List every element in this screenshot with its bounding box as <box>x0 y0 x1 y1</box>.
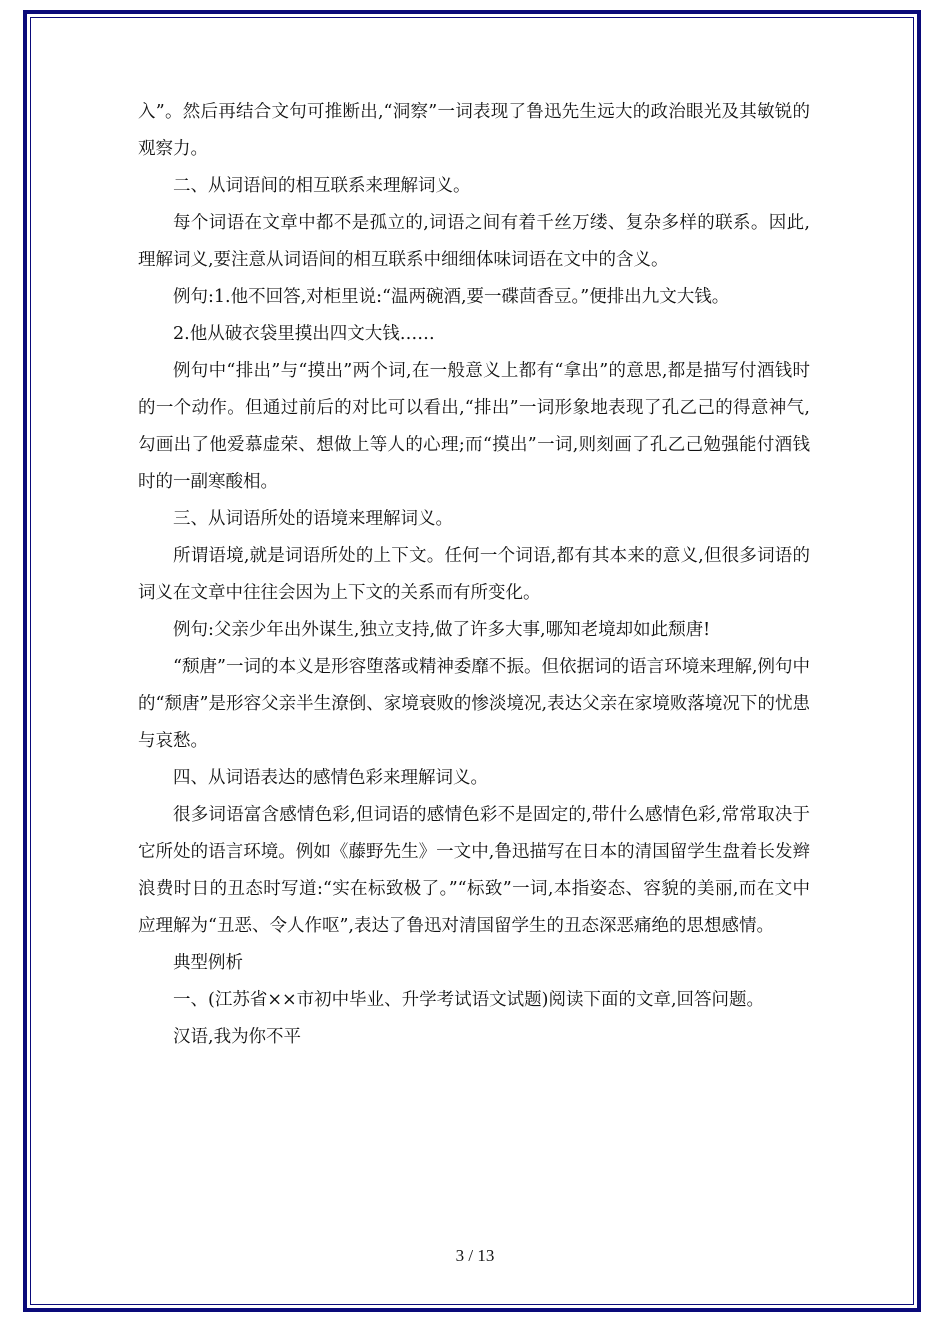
example-sentence: 例句:父亲少年出外谋生,独立支持,做了许多大事,哪知老境却如此颓唐! <box>173 620 711 640</box>
paragraph: 每个词语在文章中都不是孤立的,词语之间有着千丝万缕、复杂多样的联系。因此,理解词义,要注意从词语间的相互联系中细细体味词语在文中的含义。 <box>138 213 810 270</box>
paragraph: “颓唐”一词的本义是形容堕落或精神委靡不振。但依据词的语言环境来理解,例句中的“颓唐”是形容父亲半生潦倒、家境衰败的惨淡境况,表达父亲在家境败落境况下的忧患与哀愁。 <box>138 657 810 751</box>
article-title: 汉语,我为你不平 <box>173 1027 302 1047</box>
paragraph: 一、(江苏省××市初中毕业、升学考试语文试题)阅读下面的文章,回答问题。 <box>173 990 765 1010</box>
section-heading: 二、从词语间的相互联系来理解词义。 <box>173 176 471 196</box>
page-number: 3 / 13 <box>455 1246 495 1265</box>
paragraph: 很多词语富含感情色彩,但词语的感情色彩不是固定的,带什么感情色彩,常常取决于它所处的语言环境。例如《藤野先生》一文中,鲁迅描写在日本的清国留学生盘着长发辫浪费时日的丑态时写道:“实在标致极了。”“标致”一词,本指姿态、容貌的美丽,而在文中应理解为“丑恶、令人作呕”,表达了鲁迅对清国留学生的丑态深恶痛绝的思想感情。 <box>138 805 810 936</box>
section-heading: 四、从词语表达的感情色彩来理解词义。 <box>173 768 488 788</box>
paragraph: 所谓语境,就是词语所处的上下文。任何一个词语,都有其本来的意义,但很多词语的词义在文章中往往会因为上下文的关系而有所变化。 <box>138 546 810 603</box>
example-sentence: 例句:1.他不回答,对柜里说:“温两碗酒,要一碟茴香豆。”便排出九文大钱。 <box>173 287 730 307</box>
paragraph: 例句中“排出”与“摸出”两个词,在一般意义上都有“拿出”的意思,都是描写付酒钱时的一个动作。但通过前后的对比可以看出,“排出”一词形象地表现了孔乙己的得意神气,勾画出了他爱慕虚荣、想做上等人的心理;而“摸出”一词,则刻画了孔乙己勉强能付酒钱时的一副寒酸相。 <box>138 361 810 492</box>
example-sentence: 2.他从破衣袋里摸出四文大钱…… <box>173 324 435 344</box>
paragraph: 入”。然后再结合文句可推断出,“洞察”一词表现了鲁迅先生远大的政治眼光及其敏锐的观察力。 <box>138 102 810 159</box>
section-heading: 典型例析 <box>173 953 243 973</box>
document-body <box>138 94 810 1056</box>
section-heading: 三、从词语所处的语境来理解词义。 <box>173 509 453 529</box>
